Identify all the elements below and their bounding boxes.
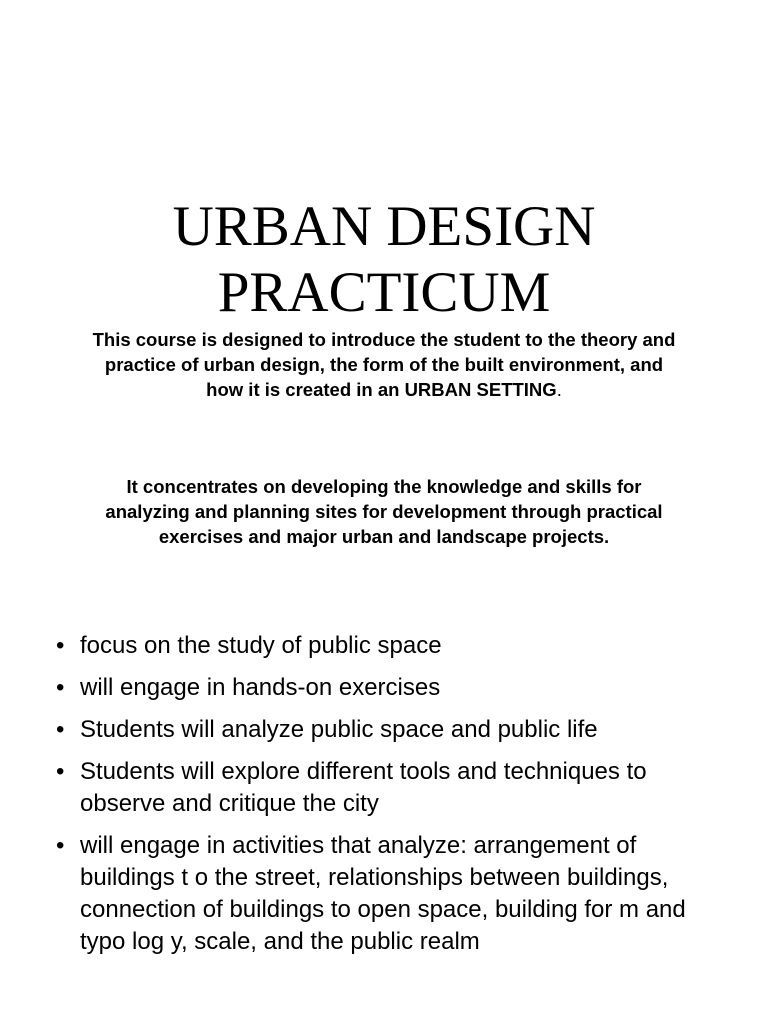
bullet-item [56, 830, 716, 958]
title-line-2: PRACTICUM [217, 261, 551, 325]
intro-paragraph-2: It concentrates on developing the knowledge and skills for analyzing and planning sites for development through practical exercises and major urban and landscape projects. [105, 475, 663, 547]
bullet-text: will engage in activities that analyze: arrangement of buildings t o the street, relationships between buildings, connection of buildings to open space, building for m and typo log y, scale, and the public realm [80, 832, 686, 955]
intro-paragraph-1-text: This course is designed to introduce the student to the theory and practice of urban design, the form of the built environment, and how it is created in an URBAN SETTING [92, 328, 676, 400]
intro-paragraph-1 [90, 327, 678, 402]
bullet-item [56, 756, 716, 820]
bullet-dot-icon: • [56, 758, 65, 785]
bullet-item [56, 630, 716, 662]
slide-title [40, 194, 728, 326]
title-line-1: URBAN DESIGN [172, 195, 596, 259]
bullet-list [56, 630, 716, 968]
bullet-dot-icon: • [56, 716, 65, 743]
bullet-text: Students will analyze public space and public life [80, 716, 598, 743]
bullet-text: focus on the study of public space [80, 632, 442, 659]
bullet-item [56, 672, 716, 704]
bullet-text: Students will explore different tools and techniques to observe and critique the city [80, 758, 647, 817]
bullet-item [56, 714, 716, 746]
intro-paragraph-1-period: . [556, 378, 562, 400]
bullet-text: will engage in hands-on exercises [80, 674, 441, 701]
bullet-dot-icon: • [56, 632, 65, 659]
bullet-dot-icon: • [56, 674, 65, 701]
bullet-dot-icon: • [56, 832, 65, 859]
